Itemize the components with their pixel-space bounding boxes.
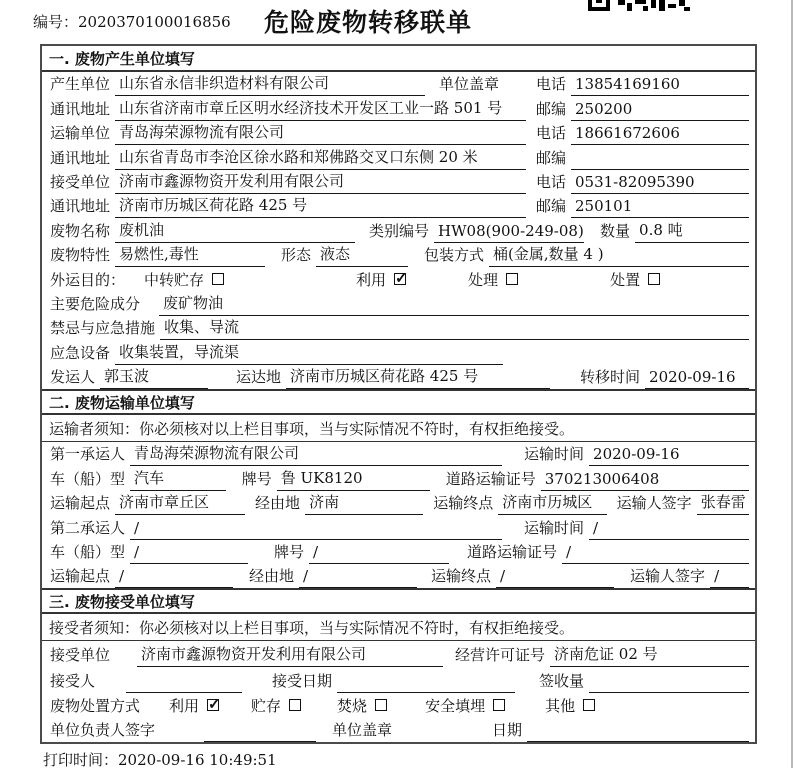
receiver-address-label: 通讯地址	[50, 197, 111, 216]
qr-code-partial-icon	[588, 0, 690, 11]
waste-props-label: 废物特性	[50, 246, 111, 265]
carrier2-value: /	[130, 519, 502, 540]
plate2-label: 牌号	[274, 543, 305, 562]
recipient-row	[42, 667, 755, 693]
producer-phone-value: 13854169160	[571, 75, 749, 96]
route1-sign-value: 张春雷	[697, 491, 749, 515]
receiver-label: 接受单位	[50, 172, 111, 191]
carrier1-value: 青岛海荣源物流有限公司	[130, 442, 502, 466]
waste-code-value: HW08(900-249-08)	[434, 222, 584, 243]
route2-row	[42, 564, 755, 588]
carrier1-time-value: 2020-09-16	[589, 445, 749, 466]
route2-start-label: 运输起点	[50, 567, 111, 586]
document-number-value: 2020370100016856	[78, 13, 231, 31]
carrier2-row	[42, 515, 755, 539]
route2-end-label: 运输终点	[431, 567, 492, 586]
route2-via-label: 经由地	[249, 567, 295, 586]
route1-start-value: 济南市章丘区	[115, 491, 245, 515]
taboo-value: 收集、导流	[160, 316, 749, 340]
disposal-option-use-label: 利用	[169, 697, 200, 716]
disposal-option-store	[251, 695, 301, 718]
purpose-option-treat-label: 处理	[468, 270, 499, 289]
waste-qty-label: 数量	[600, 221, 631, 240]
section2-title: 二. 废物运输单位填写	[42, 389, 755, 415]
disposal-option-other	[545, 695, 595, 718]
checkbox-icon	[375, 699, 387, 711]
transporter-phone-label: 电话	[535, 124, 566, 143]
manifest-form	[40, 44, 757, 744]
producer-seal-label: 单位盖章	[439, 75, 500, 94]
receiver-phone-label: 电话	[535, 172, 566, 191]
plate2-value: /	[309, 543, 449, 564]
receiver-zip-value: 250101	[571, 197, 749, 218]
route1-via-value: 济南	[305, 491, 423, 515]
carrier1-row	[42, 442, 755, 466]
vehicle2-row	[42, 540, 755, 564]
waste-props-value: 易燃性,毒性	[115, 243, 265, 267]
route2-start-value: /	[115, 567, 233, 588]
accept-date-label: 接受日期	[272, 672, 333, 691]
route2-sign-value: /	[710, 567, 749, 588]
main-hazard-value: 废矿物油	[159, 292, 749, 316]
transporter-label: 运输单位	[50, 124, 111, 143]
producer-zip-value: 250200	[571, 100, 749, 121]
purpose-option-treat	[468, 269, 518, 292]
checkbox-icon	[583, 699, 595, 711]
recipient-value	[126, 690, 242, 693]
receiver-value: 济南市鑫源物资开发利用有限公司	[115, 170, 526, 194]
signature-date-label: 日期	[492, 721, 523, 740]
vehicle1-row	[42, 466, 755, 490]
route1-via-label: 经由地	[255, 494, 301, 513]
checkbox-icon	[212, 273, 224, 285]
transporter-phone-value: 18661672606	[571, 124, 749, 145]
producer-value: 山东省永信非织造材料有限公司	[115, 72, 425, 96]
transporter-zip-label: 邮编	[535, 148, 566, 167]
purpose-option-dispose-label: 处置	[610, 270, 641, 289]
carrier1-label: 第一承运人	[50, 445, 126, 464]
waste-name-value: 废机油	[115, 219, 355, 243]
signature-seal-label: 单位盖章	[332, 721, 393, 740]
producer-label: 产生单位	[50, 75, 111, 94]
signature-date-value	[527, 739, 749, 742]
section3-notice: 接受者须知：你必须核对以上栏目事项，当与实际情况不符时，有权拒绝接受。	[42, 614, 755, 641]
waste-props-row	[42, 243, 755, 267]
road-license1-label: 道路运输证号	[445, 469, 536, 488]
purpose-option-use	[356, 269, 406, 292]
receiver-zip-label: 邮编	[535, 197, 566, 216]
receiver-row	[42, 170, 755, 194]
vehicle1-value: 汽车	[130, 467, 226, 491]
road-license2-value: /	[562, 543, 749, 564]
route2-via-value: /	[299, 567, 417, 588]
document-number-label: 编号：	[33, 13, 79, 31]
consignor-row	[42, 365, 755, 389]
waste-pack-label: 包装方式	[424, 246, 485, 265]
operating-license-value: 济南危证 02 号	[550, 643, 749, 667]
route1-sign-label: 运输人签字	[616, 494, 692, 513]
checkbox-icon	[289, 699, 301, 711]
transporter-address-row	[42, 145, 755, 169]
emergency-label: 应急设备	[50, 343, 111, 362]
accept-unit-label: 接受单位	[50, 646, 111, 665]
waste-form-value: 液态	[316, 243, 408, 267]
signature-label: 单位负责人签字	[50, 721, 156, 740]
carrier2-time-value: /	[589, 519, 749, 540]
section1-title: 一. 废物产生单位填写	[42, 46, 755, 72]
vehicle2-value: /	[130, 543, 248, 564]
transporter-value: 青岛海荣源物流有限公司	[115, 121, 526, 145]
main-hazard-row	[42, 292, 755, 316]
destination-value: 济南市历城区荷花路 425 号	[286, 365, 550, 389]
emergency-row	[42, 340, 755, 364]
road-license1-value: 370213006408	[541, 470, 749, 491]
disposal-row	[42, 693, 755, 718]
emergency-value: 收集装置，导流渠	[115, 341, 503, 365]
waste-code-label: 类别编号	[369, 221, 430, 240]
accept-date-value	[337, 690, 515, 693]
main-hazard-label: 主要危险成分	[50, 294, 141, 313]
vehicle1-label: 车（船）型	[50, 469, 126, 488]
vehicle2-label: 车（船）型	[50, 543, 126, 562]
disposal-option-use	[169, 695, 219, 718]
waste-pack-value: 桶(金属,数量 4 )	[489, 243, 749, 267]
waste-qty-value: 0.8 吨	[635, 219, 749, 243]
consignor-label: 发运人	[50, 368, 96, 387]
producer-address-value: 山东省济南市章丘区明水经济技术开发区工业一路 501 号	[115, 97, 526, 121]
transporter-address-label: 通讯地址	[50, 148, 111, 167]
receiver-address-row	[42, 194, 755, 218]
waste-name-label: 废物名称	[50, 221, 111, 240]
document-header	[0, 0, 796, 44]
producer-address-label: 通讯地址	[50, 99, 111, 118]
purpose-label: 外运目的：	[50, 270, 126, 289]
plate1-value: 鲁 UK8120	[277, 467, 430, 491]
purpose-option-dispose	[610, 269, 660, 292]
route1-row	[42, 491, 755, 515]
transfer-time-value: 2020-09-16	[645, 368, 749, 389]
carrier2-label: 第二承运人	[50, 518, 126, 537]
route2-end-value: /	[496, 567, 614, 588]
consignor-value: 郭玉波	[100, 365, 208, 389]
print-time	[43, 749, 277, 768]
transporter-zip-value	[571, 167, 749, 170]
road-license2-label: 道路运输证号	[467, 543, 558, 562]
producer-row	[42, 72, 755, 96]
disposal-option-landfill	[425, 695, 505, 718]
destination-label: 运达地	[236, 368, 282, 387]
disposal-option-other-label: 其他	[545, 697, 576, 716]
transporter-row	[42, 121, 755, 145]
purpose-option-use-label: 利用	[356, 270, 387, 289]
disposal-option-landfill-label: 安全填埋	[425, 697, 486, 716]
checkbox-icon	[207, 699, 219, 711]
carrier2-time-label: 运输时间	[524, 518, 585, 537]
print-time-value: 2020-09-16 10:49:51	[118, 751, 277, 768]
disposal-option-burn-label: 焚烧	[337, 697, 368, 716]
section2-notice: 运输者须知：你必须核对以上栏目事项，当与实际情况不符时，有权拒绝接受。	[42, 415, 755, 442]
operating-license-label: 经营许可证号	[455, 646, 546, 665]
signed-qty-label: 签收量	[539, 672, 585, 691]
transfer-time-label: 转移时间	[580, 368, 641, 387]
disposal-option-store-label: 贮存	[251, 697, 282, 716]
route1-start-label: 运输起点	[50, 494, 111, 513]
accept-unit-value: 济南市鑫源物资开发利用有限公司	[137, 643, 443, 667]
receiver-address-value: 济南市历城区荷花路 425 号	[115, 194, 526, 218]
print-time-label: 打印时间：	[43, 751, 119, 768]
signature-value	[204, 739, 316, 742]
route1-end-value: 济南市历城区	[498, 491, 606, 515]
taboo-row	[42, 316, 755, 340]
producer-address-row	[42, 96, 755, 120]
accept-unit-row	[42, 641, 755, 667]
carrier1-time-label: 运输时间	[524, 445, 585, 464]
checkbox-icon	[394, 273, 406, 285]
page-title: 危险废物转移联单	[263, 8, 472, 37]
checkbox-icon	[493, 699, 505, 711]
disposal-option-burn	[337, 695, 387, 718]
purpose-option-transfer	[144, 269, 224, 292]
checkbox-icon	[506, 273, 518, 285]
purpose-row	[42, 267, 755, 291]
disposal-label: 废物处置方式	[50, 697, 141, 716]
section3-title: 三. 废物接受单位填写	[42, 588, 755, 614]
checkbox-icon	[648, 273, 660, 285]
route1-end-label: 运输终点	[433, 494, 494, 513]
recipient-label: 接受人	[50, 672, 96, 691]
receiver-phone-value: 0531-82095390	[571, 173, 749, 194]
transporter-address-value: 山东省青岛市李沧区徐水路和郑佛路交叉口东侧 20 米	[115, 146, 526, 170]
route2-sign-label: 运输人签字	[630, 567, 706, 586]
purpose-option-transfer-label: 中转贮存	[144, 270, 205, 289]
page-edge-divider	[791, 0, 793, 768]
waste-name-row	[42, 218, 755, 242]
waste-form-label: 形态	[281, 246, 312, 265]
signature-row	[42, 718, 755, 742]
signed-qty-value	[589, 690, 749, 693]
producer-phone-label: 电话	[535, 75, 566, 94]
producer-zip-label: 邮编	[535, 99, 566, 118]
taboo-label: 禁忌与应急措施	[50, 319, 156, 338]
plate1-label: 牌号	[241, 469, 272, 488]
